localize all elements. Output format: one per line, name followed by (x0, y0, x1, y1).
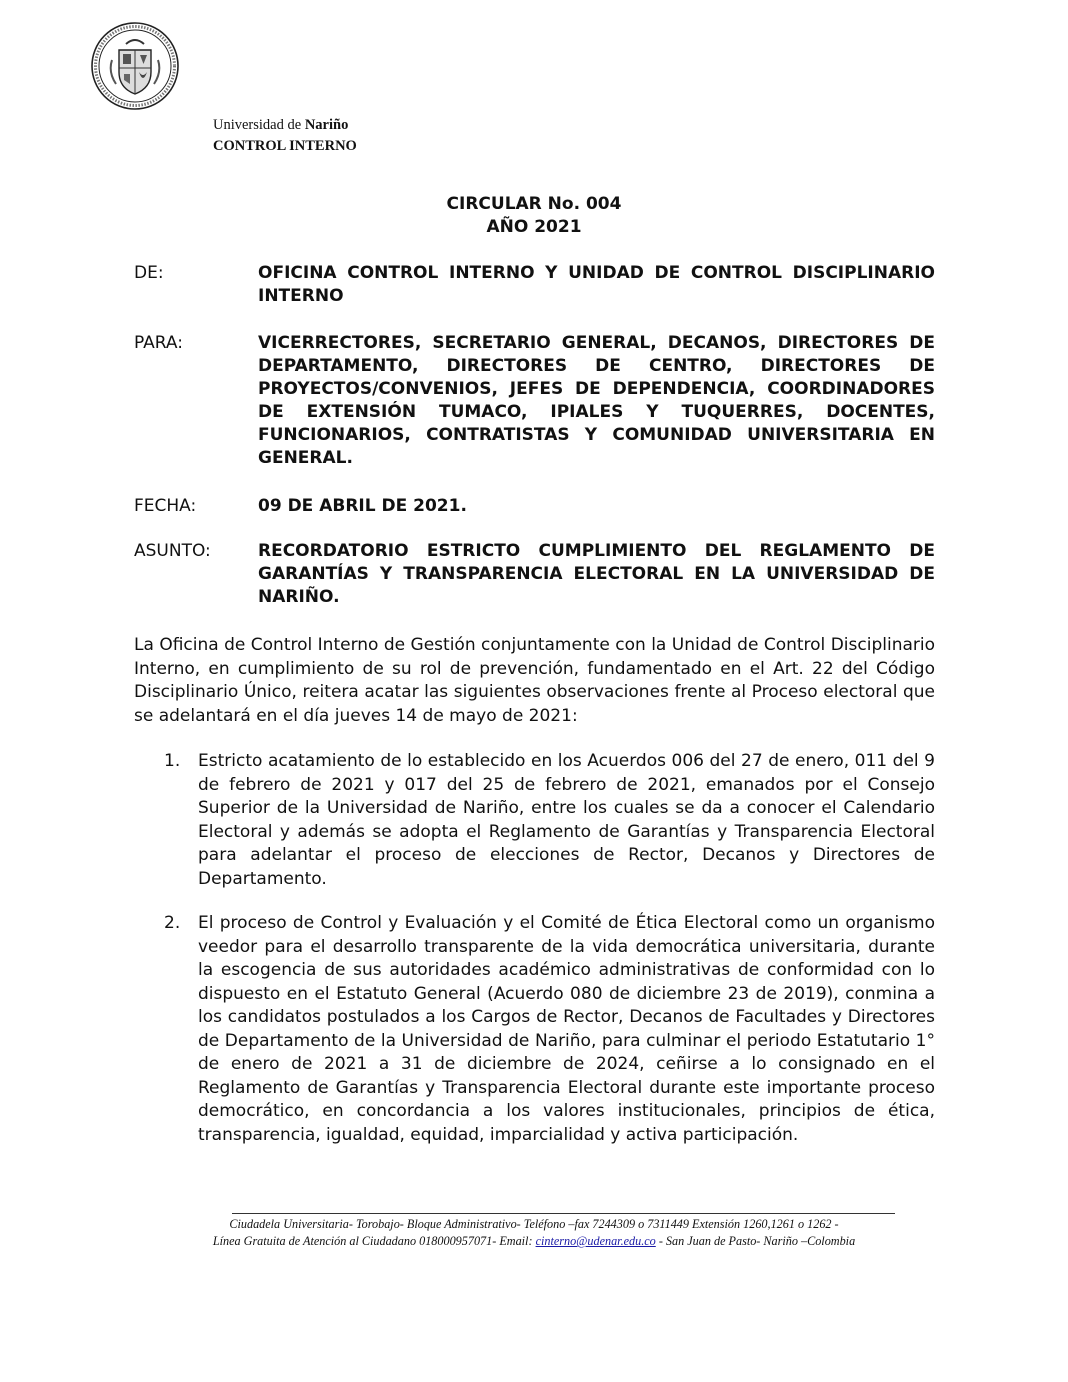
footer-contact-prefix: Línea Gratuita de Atención al Ciudadano 018000957071- Email: (212, 1234, 536, 1248)
field-value: RECORDATORIO ESTRICTO CUMPLIMIENTO DEL REGLAMENTO DE GARANTÍAS Y TRANSPARENCIA ELECTORAL EN LA UNIVERSIDAD DE NARIÑO. (258, 541, 935, 607)
field-asunto (134, 540, 935, 609)
footer-contact (0, 1233, 1068, 1250)
circular-year: AÑO 2021 (486, 217, 582, 237)
field-para (134, 332, 935, 470)
field-value: OFICINA CONTROL INTERNO Y UNIDAD DE CONTROL DISCIPLINARIO INTERNO (258, 263, 935, 306)
email-link[interactable]: cinterno@udenar.edu.co (535, 1234, 656, 1248)
office-name: CONTROL INTERNO (213, 138, 357, 154)
list-item-text: Estricto acatamiento de lo establecido en los Acuerdos 006 del 27 de enero, 011 del 9 de febrero de 2021 y 017 del 25 de febrero de 2021, emanados por el Consejo Superior de la Universidad de Nariño, entre los cuales se da a conocer el Calendario Electoral y además se adopta el Reglamento de Garantías y Transparencia Electoral para adelantar el proceso de elecciones de Rector, Decanos y Directores de Departamento. (198, 751, 935, 889)
circular-number: CIRCULAR No. 004 (446, 194, 622, 214)
field-label: ASUNTO: (134, 541, 211, 561)
field-fecha (134, 495, 935, 518)
university-seal-icon (90, 20, 180, 112)
intro-paragraph: La Oficina de Control Interno de Gestión conjuntamente con la Unidad de Control Disciplinario Interno, en cumplimiento de su rol de prevención, fundamentado en el Art. 22 del Código Disciplinario Único, reitera acatar las siguientes observaciones frente al Proceso electoral que se adelantará en el día jueves 14 de mayo de 2021: (134, 635, 935, 726)
university-name: Nariño (304, 117, 349, 133)
footer-divider (232, 1213, 895, 1214)
field-value: VICERRECTORES, SECRETARIO GENERAL, DECANOS, DIRECTORES DE DEPARTAMENTO, DIRECTORES DE CENTRO, DIRECTORES DE PROYECTOS/CONVENIOS, JEFES DE DEPENDENCIA, COORDINADORES DE EXTENSIÓN TUMACO, IPIALES Y TUQUERRES, DOCENTES, FUNCIONARIOS, CONTRATISTAS Y COMUNIDAD UNIVERSITARIA EN GENERAL. (258, 333, 935, 468)
footer (0, 1216, 1068, 1250)
list-item-number: 1. (164, 751, 181, 771)
letterhead (213, 115, 357, 157)
list-item (164, 912, 935, 1147)
field-de (134, 262, 935, 308)
list-item (164, 750, 935, 891)
list-item-number: 2. (164, 913, 181, 933)
list-item-text: El proceso de Control y Evaluación y el Comité de Ética Electoral como un organismo veedor para el desarrollo transparente de la vida democrática universitaria, durante la escogencia de sus autoridades académico administrativas de conformidad con lo dispuesto en el Estatuto General (Acuerdo 080 de diciembre 23 de 2019), conmina a los candidatos postulados a los Cargos de Rector, Decanos de Facultades y Directores de Departamento de la Universidad de Nariño, para culminar el periodo Estatutario 1° de enero de 2021 a 31 de diciembre de 2024, ceñirse a lo consignado en el Reglamento de Garantías y Transparencia Electoral durante este importante proceso democrático, en concordancia a los valores institucionales, principios de ética, transparencia, igualdad, equidad, imparcialidad y activa participación. (198, 913, 935, 1145)
field-label: FECHA: (134, 496, 197, 516)
footer-contact-suffix: - San Juan de Pasto- Nariño –Colombia (655, 1234, 856, 1248)
university-prefix: Universidad de (213, 117, 305, 133)
field-label: PARA: (134, 333, 183, 353)
field-label: DE: (134, 263, 164, 283)
field-value: 09 DE ABRIL DE 2021. (258, 496, 467, 516)
circular-title (0, 193, 1068, 239)
footer-address: Ciudadela Universitaria- Torobajo- Bloque Administrativo- Teléfono –fax 7244309 o 7311449 Extensión 1260,1261 o 1262 - (229, 1217, 839, 1231)
university-line (213, 115, 357, 136)
